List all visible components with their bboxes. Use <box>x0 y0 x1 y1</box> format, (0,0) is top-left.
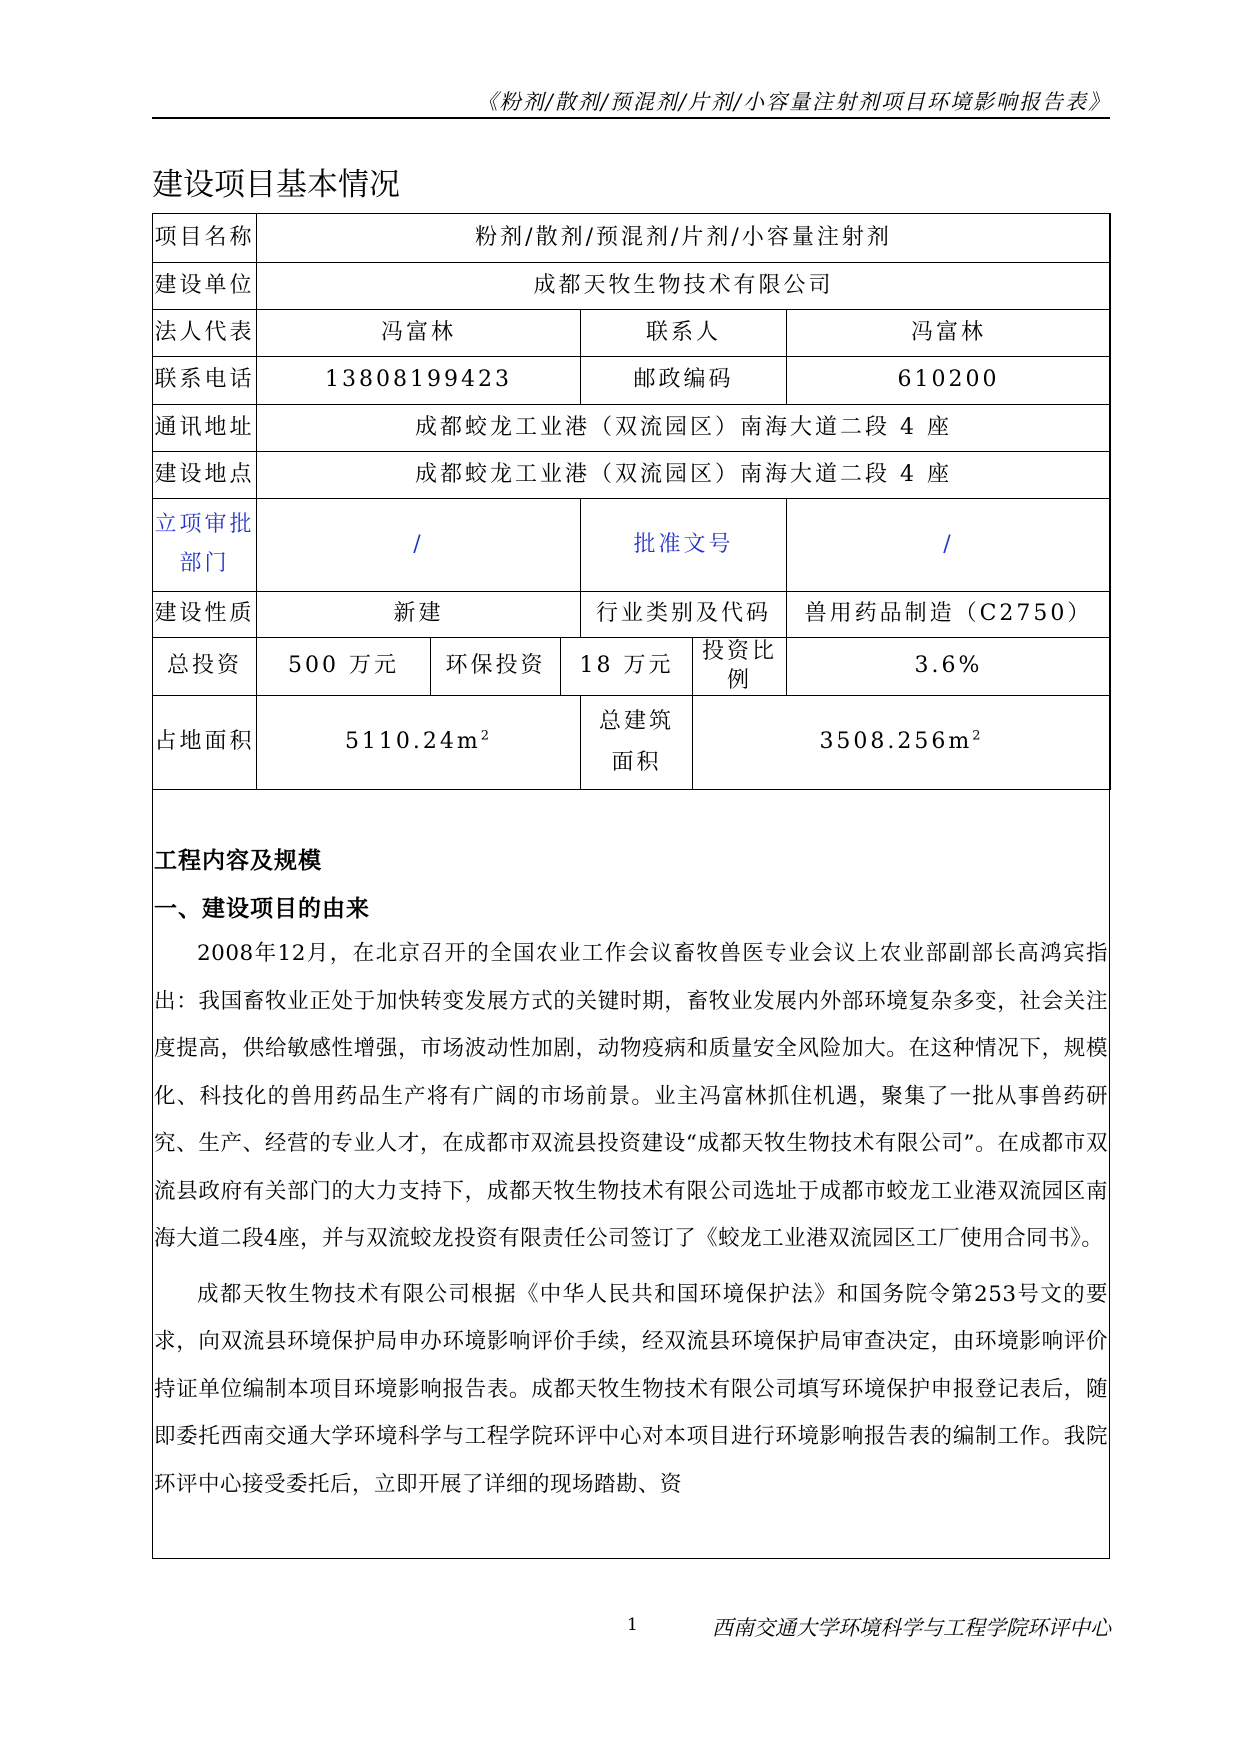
phone-value: 13808199423 <box>257 357 581 405</box>
env-invest-label: 环保投资 <box>431 638 561 696</box>
project-info-table <box>152 213 1111 790</box>
table-row <box>153 263 1111 310</box>
approval-dept-label-line1: 立项审批 <box>154 512 255 538</box>
invest-ratio-value: 3.6% <box>787 638 1111 696</box>
floor-area-value <box>693 696 1111 790</box>
table-row <box>153 357 1111 405</box>
builder-label: 建设单位 <box>153 263 257 310</box>
total-invest-value: 500 万元 <box>257 638 431 696</box>
industry-value: 兽用药品制造（C2750） <box>787 592 1111 638</box>
section-title: 建设项目基本情况 <box>152 167 400 203</box>
content-subheading: 一、建设项目的由来 <box>154 896 370 922</box>
table-row <box>153 452 1111 499</box>
approval-no-value: / <box>787 499 1111 592</box>
total-invest-label: 总投资 <box>153 638 257 696</box>
table-row <box>153 214 1111 263</box>
contact-label: 联系人 <box>581 310 787 357</box>
floor-area-label-line1: 总建筑 <box>598 709 674 735</box>
table-row <box>153 405 1111 452</box>
site-value: 成都蛟龙工业港（双流园区）南海大道二段 4 座 <box>257 452 1111 499</box>
postcode-value: 610200 <box>787 357 1111 405</box>
table-row <box>153 696 1111 790</box>
land-area-superscript: 2 <box>480 729 493 745</box>
industry-label: 行业类别及代码 <box>581 592 787 638</box>
mail-address-label: 通讯地址 <box>153 405 257 452</box>
floor-area-label-line2: 面积 <box>611 749 662 775</box>
paragraph-2: 成都天牧生物技术有限公司根据《中华人民共和国环境保护法》和国务院令第253号文的要求，向双流县环境保护局申办环境影响评价手续，经双流县环境保护局审查决定，由环境影响评价持证单位编制本项目环境影响报告表。成都天牧生物技术有限公司填写环境保护申报登记表后，随即委托西南交通大学环境科学与工程学院环评中心对本项目进行环境影响报告表的编制工作。我院环评中心接受委托后，立即开展了详细的现场踏勘、资 <box>154 1281 1108 1497</box>
nature-value: 新建 <box>257 592 581 638</box>
project-name-label: 项目名称 <box>153 214 257 263</box>
floor-area-label <box>581 696 693 790</box>
table-row <box>153 638 1111 696</box>
legal-rep-label: 法人代表 <box>153 310 257 357</box>
approval-no-label: 批准文号 <box>581 499 787 592</box>
invest-ratio-label: 投资比例 <box>693 638 787 696</box>
table-row <box>153 592 1111 638</box>
postcode-label: 邮政编码 <box>581 357 787 405</box>
land-area-value <box>257 696 581 790</box>
header-rule <box>152 117 1110 119</box>
project-name-value: 粉剂/散剂/预混剂/片剂/小容量注射剂 <box>257 214 1111 263</box>
approval-dept-value: / <box>257 499 581 592</box>
site-label: 建设地点 <box>153 452 257 499</box>
legal-rep-value: 冯富林 <box>257 310 581 357</box>
content-body <box>154 930 1108 1508</box>
env-invest-value: 18 万元 <box>561 638 693 696</box>
land-area-label: 占地面积 <box>153 696 257 790</box>
approval-dept-label <box>153 499 257 592</box>
nature-label: 建设性质 <box>153 592 257 638</box>
paragraph-1: 2008年12月，在北京召开的全国农业工作会议畜牧兽医专业会议上农业部副部长高鸿宾指出：我国畜牧业正处于加快转变发展方式的关键时期，畜牧业发展内外部环境复杂多变，社会关注度提高，供给敏感性增强，市场波动性加剧，动物疫病和质量安全风险加大。在这种情况下，规模化、科技化的兽用药品生产将有广阔的市场前景。业主冯富林抓住机遇，聚集了一批从事兽药研究、生产、经营的专业人才，在成都市双流县投资建设“成都天牧生物技术有限公司”。在成都市双流县政府有关部门的大力支持下，成都天牧生物技术有限公司选址于成都市蛟龙工业港双流园区南海大道二段4座，并与双流蛟龙投资有限责任公司签订了《蛟龙工业港双流园区工厂使用合同书》。 <box>154 941 1108 1251</box>
content-heading: 工程内容及规模 <box>154 848 322 874</box>
builder-value: 成都天牧生物技术有限公司 <box>257 263 1111 310</box>
land-area-number: 5110.24m <box>344 729 481 755</box>
document-header-title: 《粉剂/散剂/预混剂/片剂/小容量注射剂项目环境影响报告表》 <box>476 90 1111 114</box>
floor-area-superscript: 2 <box>972 729 984 745</box>
contact-value: 冯富林 <box>787 310 1111 357</box>
page-number: 1 <box>627 1615 638 1635</box>
mail-address-value: 成都蛟龙工业港（双流园区）南海大道二段 4 座 <box>257 405 1111 452</box>
table-row <box>153 310 1111 357</box>
table-row <box>153 499 1111 592</box>
floor-area-number: 3508.256m <box>819 729 973 755</box>
approval-dept-label-line2: 部门 <box>179 551 230 576</box>
phone-label: 联系电话 <box>153 357 257 405</box>
footer-organization: 西南交通大学环境科学与工程学院环评中心 <box>712 1616 1111 1640</box>
